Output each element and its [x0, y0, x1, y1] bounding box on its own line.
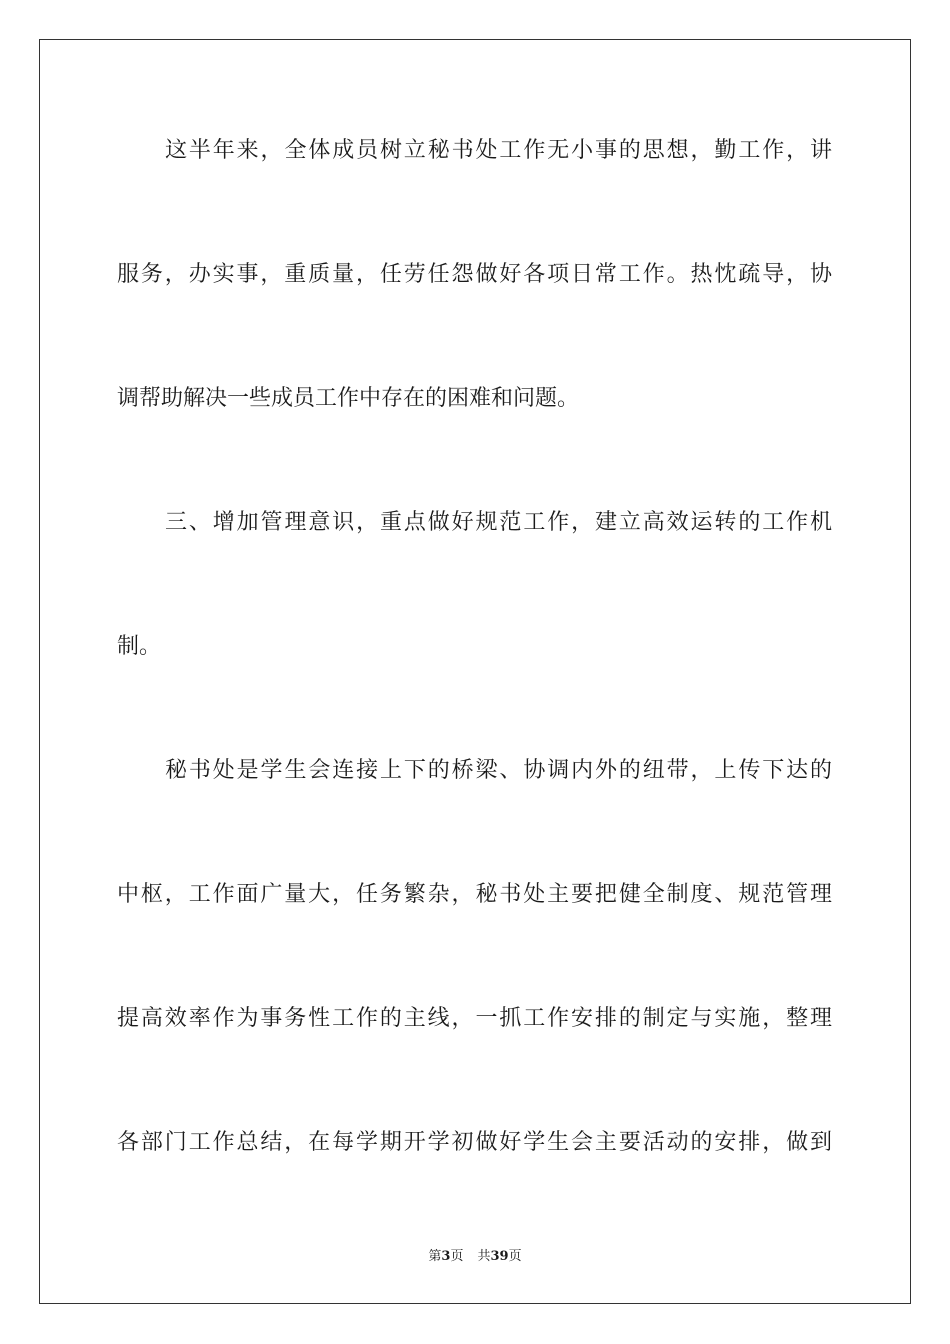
paragraph-line: 各部门工作总结，在每学期开学初做好学生会主要活动的安排，做到	[117, 1130, 832, 1155]
total-suffix: 页	[508, 1249, 522, 1264]
section-heading-line: 三、增加管理意识，重点做好规范工作，建立高效运转的工作机	[165, 510, 832, 535]
page-footer	[0, 1248, 950, 1266]
page-border	[39, 39, 911, 1304]
paragraph-line: 中枢，工作面广量大，任务繁杂，秘书处主要把健全制度、规范管理	[117, 882, 832, 907]
paragraph-line: 提高效率作为事务性工作的主线，一抓工作安排的制定与实施，整理	[117, 1006, 832, 1031]
page-current: 3	[441, 1249, 451, 1264]
paragraph-line: 调帮助解决一些成员工作中存在的困难和问题。	[117, 386, 580, 411]
paragraph-line: 这半年来，全体成员树立秘书处工作无小事的思想，勤工作，讲	[165, 138, 832, 163]
paragraph-line: 服务，办实事，重质量，任劳任怨做好各项日常工作。热忱疏导，协	[117, 262, 832, 287]
paragraph-line: 秘书处是学生会连接上下的桥梁、协调内外的纽带，上传下达的	[165, 758, 832, 783]
page-prefix: 第	[428, 1249, 442, 1264]
page-suffix: 页	[450, 1249, 464, 1264]
total-prefix: 共	[477, 1249, 491, 1264]
section-heading-line: 制。	[117, 634, 162, 659]
page-total: 39	[490, 1249, 509, 1264]
